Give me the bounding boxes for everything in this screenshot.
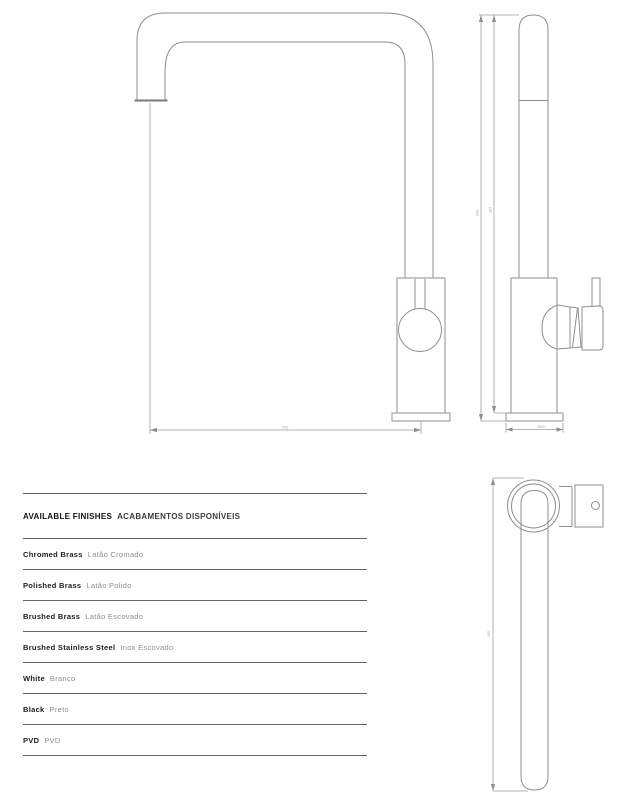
finish-row-black bbox=[23, 694, 367, 725]
top-depth-dimension-label: 300 bbox=[486, 630, 491, 638]
finish-name-pt: PVD bbox=[44, 735, 61, 745]
finish-row-polished-brass bbox=[23, 570, 367, 601]
finish-name-pt: Preto bbox=[49, 704, 69, 714]
finish-name-pt: Latão Escovado bbox=[85, 611, 144, 621]
finish-row-brushed-brass bbox=[23, 601, 367, 632]
side-secondary-height-dimension-label: 385 bbox=[487, 206, 493, 214]
finish-name-en: Black bbox=[23, 704, 45, 714]
side-total-height-dimension-label: 390 bbox=[474, 209, 480, 217]
finish-name-en: Brushed Brass bbox=[23, 611, 81, 621]
finish-row-pvd bbox=[23, 725, 367, 756]
side-base-dimension-label: Ø50 bbox=[537, 424, 545, 429]
finishes-header-pt: ACABAMENTOS DISPONÍVEIS bbox=[117, 511, 241, 521]
finish-name-pt: Latão Cromado bbox=[87, 549, 144, 559]
finishes-table bbox=[23, 493, 367, 756]
finish-name-en: Brushed Stainless Steel bbox=[23, 642, 116, 652]
top-view-drawing bbox=[486, 478, 603, 791]
finish-name-en: PVD bbox=[23, 735, 40, 745]
finishes-header-en: AVAILABLE FINISHES bbox=[23, 511, 113, 521]
finish-row-white bbox=[23, 663, 367, 694]
finish-name-en: White bbox=[23, 673, 45, 683]
finish-row-brushed-stainless-steel bbox=[23, 632, 367, 663]
finish-name-pt: Latão Polido bbox=[86, 580, 132, 590]
finish-name-en: Polished Brass bbox=[23, 580, 82, 590]
finish-name-pt: Branco bbox=[49, 673, 76, 683]
finish-name-pt: Inox Escovado bbox=[120, 642, 174, 652]
finishes-table-header bbox=[23, 494, 367, 539]
front-reach-dimension-label: 255 bbox=[281, 424, 289, 430]
side-view-drawing bbox=[475, 15, 604, 433]
front-view-drawing bbox=[135, 13, 451, 434]
finish-name-en: Chromed Brass bbox=[23, 549, 83, 559]
finish-row-chromed-brass bbox=[23, 539, 367, 570]
